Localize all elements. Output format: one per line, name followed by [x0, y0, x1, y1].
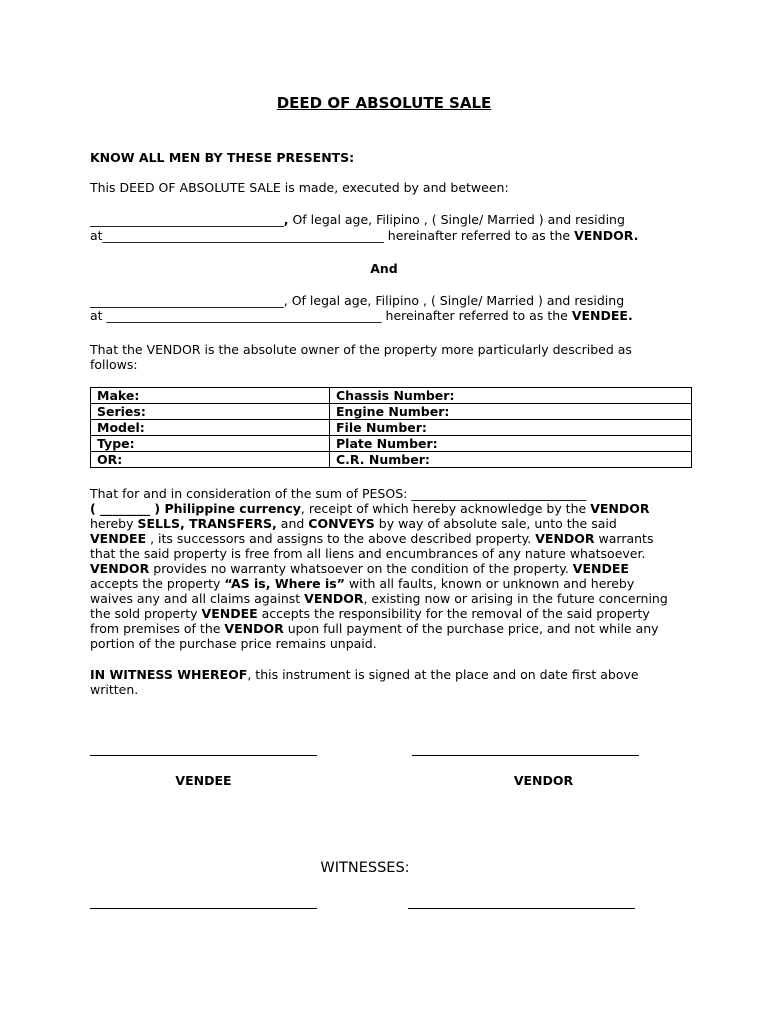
- table-cell: Engine Number:: [330, 404, 692, 420]
- table-row: [91, 388, 692, 404]
- consideration-line-7: [90, 576, 690, 591]
- vendee-party-line-1: _______________________________, Of legal age, Filipino , ( Single/ Married ) and residing: [90, 293, 625, 308]
- sells-transfers-term: SELLS, TRANSFERS,: [137, 516, 277, 531]
- consideration-line-11: portion of the purchase price remains unpaid.: [90, 636, 377, 651]
- consideration-text: accepts the property: [90, 576, 225, 591]
- consideration-text: accepts the responsibility for the removal of the said property: [257, 606, 650, 621]
- vendor-name-blank: _______________________________: [90, 212, 284, 227]
- vendee-line2-text: hereinafter referred to as the: [381, 308, 572, 323]
- table-cell: Chassis Number:: [330, 388, 692, 404]
- table-cell: Type:: [91, 436, 330, 452]
- vendor-party-line-1: [90, 212, 690, 227]
- consideration-line-9: [90, 606, 690, 621]
- consideration-text: , existing now or arising in the future concerning: [363, 591, 668, 606]
- vendor-signature-label: VENDOR: [513, 773, 574, 788]
- vendee-signature-label: VENDEE: [175, 773, 232, 788]
- consideration-text: from premises of the: [90, 621, 225, 636]
- consideration-text: provides no warranty whatsoever on the condition of the property.: [149, 561, 573, 576]
- table-cell: Series:: [91, 404, 330, 420]
- intro-line: This DEED OF ABSOLUTE SALE is made, executed by and between:: [90, 180, 509, 195]
- witness-1-signature-line: [90, 908, 317, 909]
- consideration-text: upon full payment of the purchase price, and not while any: [283, 621, 659, 636]
- vendee-role: VENDEE.: [571, 308, 633, 323]
- table-cell: File Number:: [330, 420, 692, 436]
- consideration-text: the sold property: [90, 606, 202, 621]
- vendor-role: VENDOR.: [574, 228, 639, 243]
- witness-clause-line-2: written.: [90, 682, 139, 697]
- vendee-term: VENDEE: [572, 561, 629, 576]
- consideration-line-2: [90, 501, 690, 516]
- consideration-text: with all faults, known or unknown and hereby: [344, 576, 635, 591]
- table-cell: Plate Number:: [330, 436, 692, 452]
- document-title: DEED OF ABSOLUTE SALE: [276, 94, 492, 112]
- consideration-line-6: [90, 561, 690, 576]
- vendee-party-line-2: [90, 308, 690, 323]
- witnesses-label: WITNESSES:: [320, 860, 410, 876]
- table-row: [91, 436, 692, 452]
- consideration-text: waives any and all claims against: [90, 591, 305, 606]
- vendor-term: VENDOR: [590, 501, 650, 516]
- consideration-line-3: [90, 516, 690, 531]
- vendor-line2-text: hereinafter referred to as the: [383, 228, 575, 243]
- consideration-line-4: [90, 531, 690, 546]
- consideration-text: , receipt of which hereby acknowledge by the: [300, 501, 591, 516]
- in-witness-whereof: IN WITNESS WHEREOF: [90, 667, 248, 682]
- property-intro-line-1: That the VENDOR is the absolute owner of the property more particularly described as: [90, 342, 632, 357]
- consideration-text: by way of absolute sale, unto the said: [374, 516, 617, 531]
- consideration-line-5: that the said property is free from all liens and encumbrances of any nature whatsoever.: [90, 546, 646, 561]
- table-row: [91, 420, 692, 436]
- vendee-signature-line: [90, 755, 317, 756]
- consideration-line-8: [90, 591, 690, 606]
- table-row: [91, 404, 692, 420]
- property-intro-line-2: follows:: [90, 357, 138, 372]
- consideration-text: and: [276, 516, 309, 531]
- table-cell: Model:: [91, 420, 330, 436]
- property-table: [90, 387, 692, 468]
- vendee-term: VENDEE: [90, 531, 147, 546]
- vendor-line1-text: Of legal age, Filipino , ( Single/ Married ) and residing: [288, 212, 625, 227]
- table-cell: C.R. Number:: [330, 452, 692, 468]
- table-cell: Make:: [91, 388, 330, 404]
- as-is-term: “AS is, Where is”: [224, 576, 345, 591]
- currency-blank: ( ________ ) Philippine currency: [90, 501, 301, 516]
- table-cell: OR:: [91, 452, 330, 468]
- vendor-address-blank: at_____________________________________________: [90, 228, 384, 243]
- table-row: [91, 452, 692, 468]
- vendor-term: VENDOR: [90, 561, 150, 576]
- witness-clause-text: , this instrument is signed at the place and on date first above: [247, 667, 639, 682]
- consideration-text: , its successors and assigns to the above described property.: [146, 531, 536, 546]
- and-label: And: [370, 261, 398, 276]
- conveys-term: CONVEYS: [308, 516, 375, 531]
- vendor-comma: ,: [283, 212, 289, 227]
- vendor-term: VENDOR: [535, 531, 595, 546]
- witness-clause-line-1: [90, 667, 690, 682]
- vendee-term: VENDEE: [201, 606, 258, 621]
- vendor-term: VENDOR: [304, 591, 364, 606]
- consideration-line-1: That for and in consideration of the sum of PESOS: ____________________________: [90, 486, 587, 501]
- consideration-line-10: [90, 621, 690, 636]
- intro-heading: KNOW ALL MEN BY THESE PRESENTS:: [90, 150, 355, 165]
- vendor-signature-line: [412, 755, 639, 756]
- witness-2-signature-line: [408, 908, 635, 909]
- vendor-party-line-2: [90, 228, 690, 243]
- vendor-term: VENDOR: [224, 621, 284, 636]
- consideration-text: warrants: [594, 531, 654, 546]
- vendee-address-blank: at ____________________________________________: [90, 308, 382, 323]
- consideration-text: hereby: [90, 516, 138, 531]
